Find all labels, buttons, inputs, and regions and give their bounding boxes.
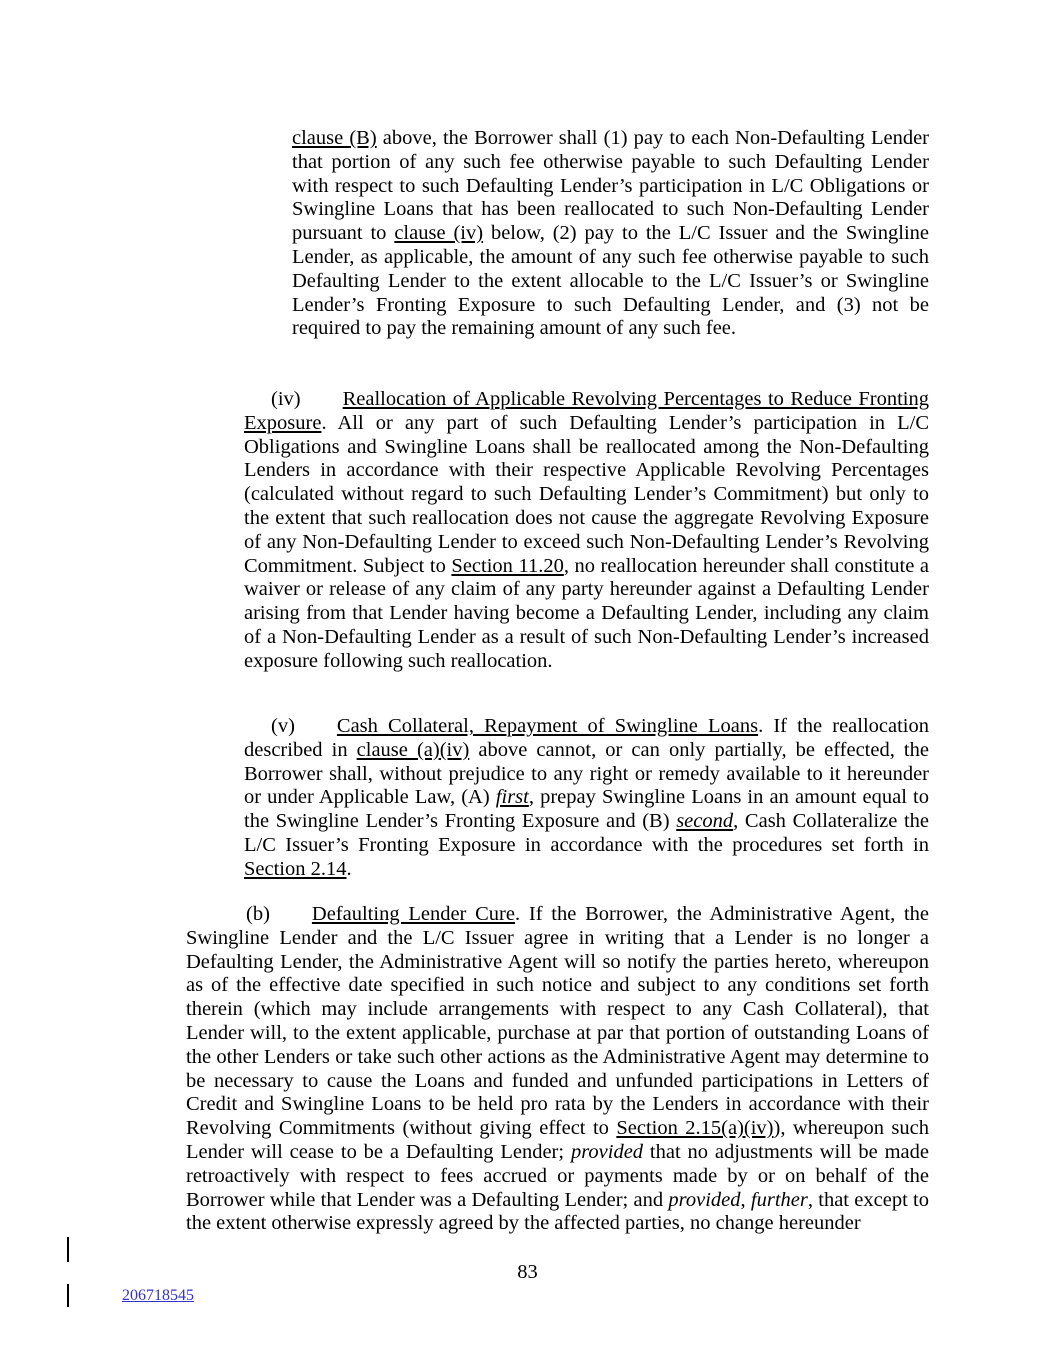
text-segment: that no adjustments will be made retroactively with respect to fees accrued or payments made by or on behalf of the Borrower while that Lender was a Defaulting Lender; and xyxy=(186,1140,929,1211)
section-reference: Section 2.15(a)(iv) xyxy=(616,1117,774,1140)
section-heading: Defaulting Lender Cure xyxy=(311,903,515,925)
section-heading: Reallocation of Applicable Revolving Percentages to Reduce Fronting Exposure xyxy=(244,388,929,434)
text-segment: below, (2) pay to the L/C Issuer and the Swingline Lender, as applicable, the amount of any such fee otherwise payable to such Defaulting Lender to the extent allocable to the L/C Issuer’s or Swingline Lender’s Fronting Exposure to such Defaulting Lender, and (3) not be required to pay the remaining amount of any such fee. xyxy=(292,222,929,340)
document-id-link[interactable]: 206718545 xyxy=(122,1287,194,1304)
list-marker: (v) xyxy=(271,715,295,737)
section-heading: Cash Collateral, Repayment of Swingline Loans xyxy=(336,715,759,737)
emphasis: further xyxy=(750,1188,808,1211)
emphasis: first xyxy=(495,786,529,809)
list-marker: (b) xyxy=(246,903,270,925)
paragraph-clause-b-continuation xyxy=(292,127,929,341)
paragraph-iv-reallocation-heading xyxy=(244,388,929,674)
text-segment: . If the Borrower, the Administrative Agent, the Swingline Lender and the L/C Issuer agree in writing that a Lender is no longer a Defaulting Lender, the Administrative Agent will so notify the parties hereto, whereupon as of the effective date specified in such notice and subject to any conditions set forth therein (which may include arrangements with respect to any Cash Collateral), that Lender will, to the extent applicable, purchase at par that portion of outstanding Loans of the other Lenders or take such other actions as the Administrative Agent may determine to be necessary to cause the Loans and funded and unfunded participations in Letters of Credit and Swingline Loans to be held pro rata by the Lenders in accordance with their Revolving Commitments (without giving effect to xyxy=(186,903,929,1140)
text-segment: , that except to the extent otherwise expressly agreed by the affected parties, no change hereunder xyxy=(186,1188,929,1235)
list-marker: (iv) xyxy=(271,388,301,410)
text-segment: . All or any part of such Defaulting Lender’s participation in L/C Obligations and Swingline Loans shall be reallocated among the Non-Defaulting Lenders in accordance with their respective Applicable Revolving Percentages (calculated without regard to such Defaulting Lender’s Commitment) but only to the extent that such reallocation does not cause the aggregate Revolving Exposure of any Non-Defaulting Lender to exceed such Non-Defaulting Lender’s Revolving Commitment. Subject to xyxy=(244,411,929,577)
clause-reference: clause (a)(iv) xyxy=(356,738,470,761)
section-reference: Section 11.20 xyxy=(451,554,564,577)
emphasis: provided xyxy=(570,1140,644,1163)
text-segment: above, the Borrower shall (1) pay to each Non-Defaulting Lender that portion of any such fee otherwise payable to such Defaulting Lender with respect to such Defaulting Lender’s participation in L/C Obligations or Swingline Loans that has been reallocated to such Non-Defaulting Lender pursuant to xyxy=(292,127,930,245)
text-segment: . xyxy=(346,857,352,880)
emphasis: provided xyxy=(668,1188,741,1211)
paragraph-v-cash-collateral xyxy=(244,715,929,882)
text-segment: , Cash Collateralize the L/C Issuer’s Fronting Exposure in accordance with the procedures set forth in xyxy=(244,810,929,856)
paragraph-b-defaulting-lender-cure xyxy=(186,903,929,1236)
text-segment: ), whereupon such Lender will cease to be a Defaulting Lender; xyxy=(186,1117,930,1163)
text-segment: , xyxy=(740,1188,751,1211)
text-segment: above cannot, or can only partially, be effected, the Borrower shall, without prejudice to any right or remedy available to it hereunder or under Applicable Law, (A) xyxy=(244,738,929,809)
clause-reference: clause (iv) xyxy=(394,222,484,245)
emphasis: second xyxy=(676,810,734,833)
change-bar xyxy=(67,1237,69,1262)
page-number: 83 xyxy=(517,1261,538,1283)
text-segment: , prepay Swingline Loans in an amount equal to the Swingline Lender’s Fronting Exposure and (B) xyxy=(244,786,929,833)
change-bar xyxy=(67,1284,69,1307)
clause-reference: clause (B) xyxy=(292,127,377,149)
text-segment: , no reallocation hereunder shall constitute a waiver or release of any claim of any party hereunder against a Defaulting Lender arising from that Lender having become a Defaulting Lender, including any claim of a Non-Defaulting Lender as a result of such Non-Defaulting Lender’s increased exposure following such reallocation. xyxy=(244,554,929,672)
section-reference: Section 2.14 xyxy=(244,857,347,880)
text-segment: . If the reallocation described in xyxy=(244,715,929,761)
